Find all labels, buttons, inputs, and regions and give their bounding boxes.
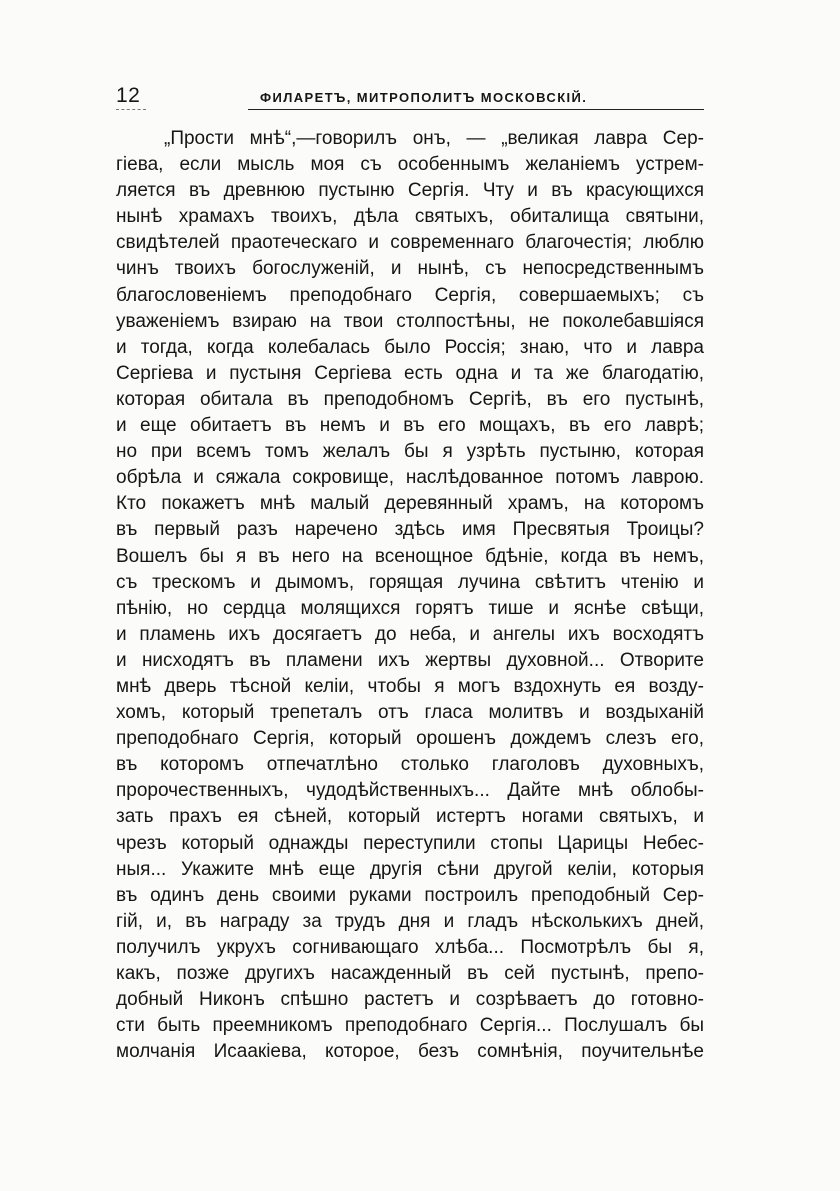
text-line: добный Никонъ спѣшно растетъ и созрѣваетъ до готовно-: [116, 989, 704, 1011]
text-line: и пламень ихъ досягаетъ до неба, и ангелы ихъ восходятъ: [116, 623, 704, 645]
header-rule-short: [116, 109, 146, 110]
text-line: уваженіемъ взираю на твои столпостѣны, не поколебавшіяся: [116, 310, 704, 332]
text-line: свидѣтелей праотеческаго и современнаго благочестія; люблю: [116, 232, 704, 254]
text-line: обрѣла и сяжала сокровище, наслѣдованное потомъ лаврою.: [116, 467, 704, 489]
text-line: Вошелъ бы я въ него на всенощное бдѣніе, когда въ немъ,: [116, 545, 704, 567]
text-line: сти быть преемникомъ преподобнаго Сергія... Послушалъ бы: [116, 1015, 704, 1037]
text-line: благословеніемъ преподобнаго Сергія, совершаемыхъ; съ: [116, 284, 704, 306]
text-line: чрезъ который однажды переступили стопы Царицы Небес-: [116, 832, 704, 854]
header-rule: [248, 109, 704, 110]
page-number: 12: [116, 84, 141, 107]
text-line: въ первый разъ наречено здѣсь имя Пресвятыя Троицы?: [116, 519, 704, 541]
text-line: и тогда, когда колебалась было Россія; знаю, что и лавра: [116, 336, 704, 358]
text-line: какъ, позже другихъ насажденный въ сей пустынѣ, препо-: [116, 963, 704, 984]
text-line: чинъ твоихъ богослуженій, и нынѣ, съ непосредственнымъ: [116, 258, 704, 280]
page-header: [116, 84, 704, 114]
text-line: но при всемъ томъ желалъ бы я узрѣть пустыню, которая: [116, 441, 704, 463]
text-line: Кто покажетъ мнѣ малый деревянный храмъ, на которомъ: [116, 493, 704, 515]
text-line: зать прахъ ея сѣней, который истертъ ногами святыхъ, и: [116, 806, 704, 828]
running-head: ФИЛАРЕТЪ, МИТРОПОЛИТЪ МОСКОВСКІЙ.: [260, 90, 588, 105]
text-line: пророчественныхъ, чудодѣйственныхъ... Дайте мнѣ облобы-: [116, 780, 704, 802]
text-line: „Прости мнѣ“,—говорилъ онъ, — „великая лавра Сер-: [164, 128, 704, 149]
text-line: въ одинъ день своими руками построилъ преподобный Сер-: [116, 884, 704, 906]
text-line: Сергіева и пустыня Сергіева есть одна и та же благодатію,: [116, 362, 704, 384]
text-line: и еще обитаетъ въ немъ и въ его мощахъ, въ его лаврѣ;: [116, 415, 704, 437]
text-line: хомъ, который трепеталъ отъ гласа молитвъ и воздыханій: [116, 702, 704, 724]
text-line: преподобнаго Сергія, который орошенъ дождемъ слезъ его,: [116, 728, 704, 750]
text-line: мнѣ дверь тѣсной келіи, чтобы я могъ вздохнуть ея возду-: [116, 675, 704, 697]
body-text: [116, 126, 704, 1065]
text-line: въ которомъ отпечатлѣно столько глаголовъ духовныхъ,: [116, 754, 704, 776]
text-line: ляется въ древнюю пустыню Сергія. Чту и въ красующихся: [116, 180, 704, 202]
text-line: пѣнію, но сердца молящихся горятъ тише и яснѣе свѣщи,: [116, 597, 704, 619]
text-line: ныя... Укажите мнѣ еще другія сѣни другой келіи, которыя: [116, 858, 704, 880]
text-line: получилъ укрухъ согнивающаго хлѣба... Посмотрѣлъ бы я,: [116, 936, 704, 958]
text-line: которая обитала въ преподобномъ Сергіѣ, въ его пустынѣ,: [116, 388, 704, 410]
text-line: съ трескомъ и дымомъ, горящая лучина свѣтитъ чтенію и: [116, 571, 704, 593]
text-line: молчанія Исаакіева, которое, безъ сомнѣнія, поучительнѣе: [116, 1041, 704, 1063]
text-line: гіева, если мысль моя съ особеннымъ желаніемъ устрем-: [116, 154, 704, 176]
text-line: гій, и, въ награду за трудъ дня и гладъ нѣсколькихъ дней,: [116, 910, 704, 932]
text-line: и нисходятъ въ пламени ихъ жертвы духовной... Отворите: [116, 649, 704, 671]
text-line: нынѣ храмахъ твоихъ, дѣла святыхъ, обиталища святыни,: [116, 206, 704, 228]
